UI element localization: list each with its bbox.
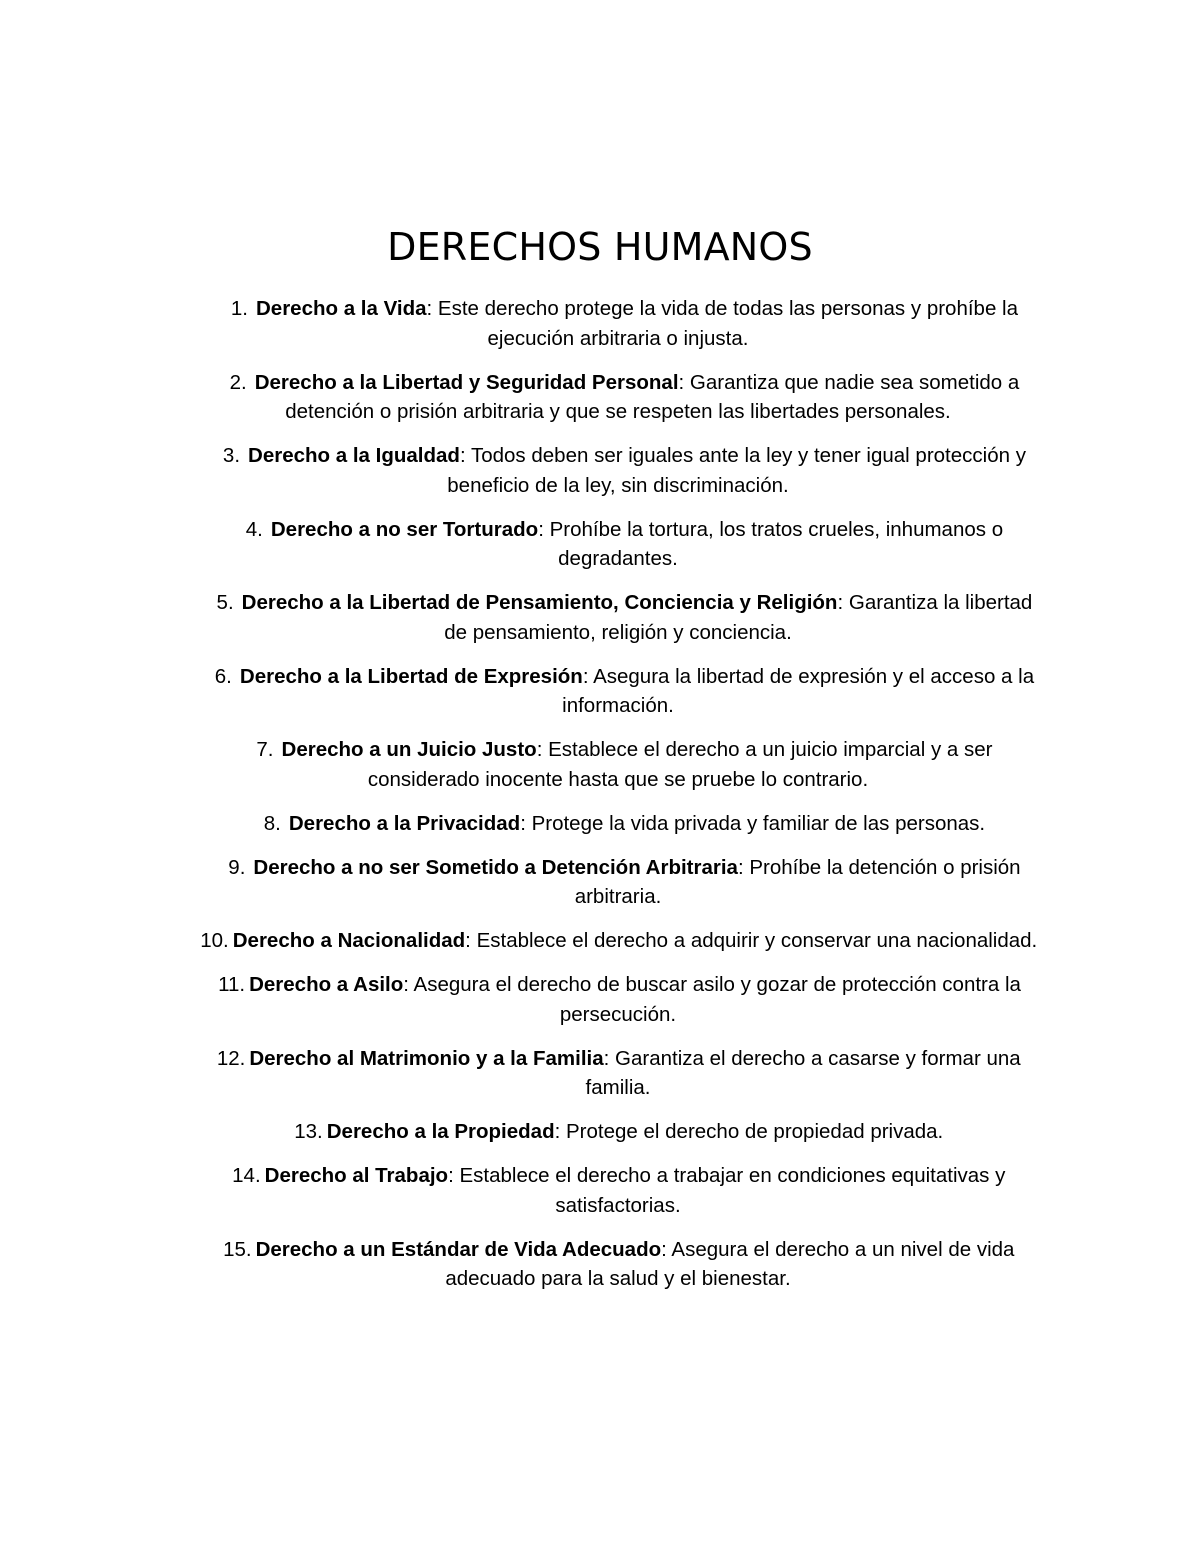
item-number: 15. bbox=[223, 1237, 252, 1261]
item-text: Garantiza que nadie sea sometido a detención o prisión arbitraria y que se respeten las libertades personales. bbox=[285, 370, 1020, 423]
item-heading: Derecho a la Libertad y Seguridad Personal bbox=[254, 370, 679, 394]
list-item bbox=[198, 441, 1038, 500]
item-number: 3. bbox=[222, 444, 241, 467]
list-item bbox=[198, 1161, 1038, 1220]
page-title: DERECHOS HUMANOS bbox=[387, 225, 813, 269]
item-heading: Derecho a la Igualdad bbox=[248, 444, 460, 467]
item-separator: : bbox=[403, 973, 409, 996]
item-separator: : bbox=[465, 929, 471, 952]
item-heading: Derecho a no ser Torturado bbox=[270, 517, 539, 541]
item-separator: : bbox=[837, 591, 844, 614]
item-text: Garantiza la libertad de pensamiento, religión y conciencia. bbox=[444, 591, 1033, 644]
item-number: 11. bbox=[218, 973, 246, 996]
item-number: 4. bbox=[245, 517, 263, 541]
list-item bbox=[198, 368, 1038, 427]
list-item bbox=[198, 926, 1038, 956]
item-heading: Derecho a la Propiedad bbox=[326, 1120, 555, 1143]
item-text: Asegura el derecho de buscar asilo y gozar de protección contra la persecución. bbox=[408, 973, 1021, 1026]
item-text: Protege la vida privada y familiar de las personas. bbox=[525, 811, 986, 835]
item-number: 12. bbox=[216, 1046, 246, 1070]
item-heading: Derecho a no ser Sometido a Detención Arbitraria bbox=[253, 855, 738, 879]
item-heading: Derecho al Matrimonio y a la Familia bbox=[249, 1046, 604, 1070]
item-separator: : bbox=[661, 1237, 667, 1261]
item-heading: Derecho a la Libertad de Expresión bbox=[239, 664, 583, 688]
list-item bbox=[198, 662, 1038, 721]
item-number: 1. bbox=[230, 297, 248, 320]
list-item bbox=[198, 970, 1038, 1029]
rights-list bbox=[198, 294, 1038, 1308]
item-text: Establece el derecho a trabajar en condiciones equitativas y satisfactorias. bbox=[453, 1164, 1006, 1217]
item-separator: : bbox=[426, 297, 433, 320]
item-number: 7. bbox=[256, 738, 274, 761]
item-text: Prohíbe la tortura, los tratos crueles, inhumanos o degradantes. bbox=[543, 517, 1004, 570]
item-number: 8. bbox=[263, 811, 281, 835]
item-separator: : bbox=[603, 1046, 610, 1070]
item-heading: Derecho al Trabajo bbox=[264, 1164, 449, 1187]
list-item bbox=[198, 1044, 1038, 1103]
item-separator: : bbox=[538, 517, 544, 541]
item-separator: : bbox=[536, 738, 543, 761]
item-heading: Derecho a la Privacidad bbox=[288, 811, 521, 835]
list-item bbox=[198, 515, 1038, 574]
item-heading: Derecho a Asilo bbox=[249, 973, 404, 996]
item-separator: : bbox=[554, 1120, 561, 1143]
item-number: 9. bbox=[228, 855, 246, 879]
list-item bbox=[198, 588, 1038, 647]
item-number: 10. bbox=[200, 929, 229, 952]
item-heading: Derecho a un Estándar de Vida Adecuado bbox=[255, 1237, 662, 1261]
item-number: 13. bbox=[294, 1120, 323, 1143]
item-text: Prohíbe la detención o prisión arbitraria. bbox=[574, 855, 1021, 908]
item-text: Asegura la libertad de expresión y el acceso a la información. bbox=[562, 664, 1035, 717]
item-number: 14. bbox=[232, 1164, 261, 1187]
item-heading: Derecho a la Libertad de Pensamiento, Conciencia y Religión bbox=[241, 591, 838, 614]
item-text: Establece el derecho a adquirir y conservar una nacionalidad. bbox=[470, 929, 1038, 952]
item-text: Garantiza el derecho a casarse y formar una familia. bbox=[585, 1046, 1021, 1099]
item-separator: : bbox=[582, 664, 589, 688]
item-separator: : bbox=[459, 444, 466, 467]
item-text: Todos deben ser iguales ante la ley y tener igual protección y beneficio de la ley, sin discriminación. bbox=[447, 444, 1026, 497]
list-item bbox=[198, 1235, 1038, 1294]
item-text: Este derecho protege la vida de todas las personas y prohíbe la ejecución arbitraria o injusta. bbox=[432, 297, 1018, 350]
item-separator: : bbox=[737, 855, 744, 879]
list-item bbox=[198, 853, 1038, 912]
list-item bbox=[198, 735, 1038, 794]
item-separator: : bbox=[520, 811, 526, 835]
list-item bbox=[198, 1117, 1038, 1147]
item-text: Asegura el derecho a un nivel de vida adecuado para la salud y el bienestar. bbox=[445, 1237, 1015, 1290]
item-heading: Derecho a la Vida bbox=[255, 297, 427, 320]
list-item bbox=[198, 809, 1038, 839]
list-item bbox=[198, 294, 1038, 353]
item-text: Protege el derecho de propiedad privada. bbox=[560, 1120, 944, 1143]
item-number: 6. bbox=[214, 664, 232, 688]
item-separator: : bbox=[448, 1164, 454, 1187]
item-separator: : bbox=[678, 370, 685, 394]
item-number: 5. bbox=[216, 591, 234, 614]
item-heading: Derecho a un Juicio Justo bbox=[281, 738, 537, 761]
item-text: Establece el derecho a un juicio imparcial y a ser considerado inocente hasta que se pruebe lo contrario. bbox=[367, 738, 993, 791]
item-heading: Derecho a Nacionalidad bbox=[232, 929, 466, 952]
item-number: 2. bbox=[229, 370, 247, 394]
